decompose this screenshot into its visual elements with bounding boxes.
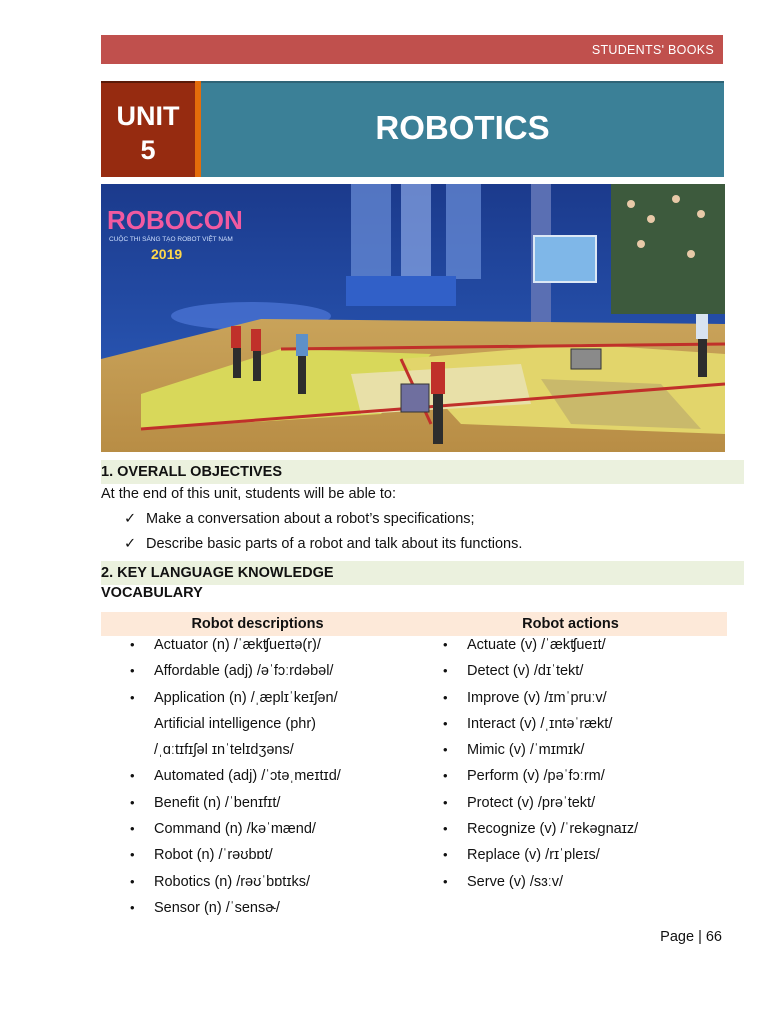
unit-label: UNIT (116, 101, 180, 131)
vocabulary-item (154, 711, 341, 737)
objective-item (124, 536, 522, 552)
vocabulary-text: Robot (n) /ˈrəʊbɒt/ (154, 847, 273, 864)
vocabulary-text: Serve (v) /sɜːv/ (467, 873, 564, 890)
vocabulary-text: Benefit (n) /ˈbenɪfɪt/ (154, 794, 281, 811)
bullet-icon: • (130, 821, 135, 837)
logo-text: ROBOCON (107, 205, 243, 235)
vocabulary-text: Command (n) /kəˈmænd/ (154, 821, 316, 838)
bullet-icon: • (443, 742, 448, 758)
bullet-icon: • (443, 794, 448, 810)
vocabulary-text: Artificial intelligence (phr) (154, 715, 316, 732)
bullet-icon: • (130, 899, 135, 915)
checkmark-icon: ✓ (124, 536, 137, 552)
header-bar (101, 35, 723, 64)
bullet-icon: • (130, 847, 135, 863)
vocabulary-text: Actuator (n) /ˈækʧueɪtə(r)/ (154, 637, 321, 653)
bullet-icon: • (443, 715, 448, 731)
bullet-icon: • (130, 794, 135, 810)
objectives-heading-bar (101, 460, 744, 484)
unit-badge (101, 81, 195, 177)
bullet-icon: • (443, 821, 448, 837)
vocabulary-item (130, 685, 341, 711)
knowledge-heading-bar (101, 561, 744, 585)
header-label: STUDENTS' BOOKS (591, 42, 714, 57)
objective-text: Describe basic parts of a robot and talk about its functions. (146, 536, 523, 552)
vocabulary-item (130, 895, 341, 921)
objective-item (124, 511, 475, 527)
vocabulary-item (154, 737, 341, 763)
vocabulary-text: /ˌɑːtɪfɪʃəl ɪnˈtelɪdʒəns/ (154, 742, 294, 759)
column-header-actions: Robot actions (522, 616, 619, 632)
vocabulary-text: Application (n) /ˌæplɪˈkeɪʃən/ (154, 689, 338, 706)
vocabulary-item (130, 658, 341, 684)
vocabulary-text: Detect (v) /dɪˈtekt/ (467, 663, 584, 680)
unit-title-banner (201, 81, 724, 177)
vocabulary-item (443, 790, 638, 816)
robocon-arena-photo (101, 184, 725, 452)
bullet-icon: • (130, 663, 135, 679)
bullet-icon: • (130, 873, 135, 889)
objectives-intro: At the end of this unit, students will be able to: (101, 486, 397, 502)
vocabulary-item (130, 842, 341, 868)
vocabulary-text: Improve (v) /ɪmˈpruːv/ (467, 689, 607, 706)
vocabulary-item (130, 869, 341, 895)
bullet-icon: • (443, 663, 448, 679)
bullet-icon: • (443, 637, 448, 652)
vocabulary-item (443, 658, 638, 684)
bullet-icon: • (443, 847, 448, 863)
bullet-icon: • (443, 873, 448, 889)
vocabulary-item (443, 737, 638, 763)
vocabulary-text: Affordable (adj) /əˈfɔːrdəbəl/ (154, 663, 334, 680)
column-header-descriptions: Robot descriptions (191, 616, 324, 632)
bullet-icon: • (130, 637, 135, 652)
descriptions-list (130, 632, 341, 921)
vocabulary-label: VOCABULARY (101, 585, 203, 601)
vocabulary-item (443, 711, 638, 737)
vocabulary-text: Perform (v) /pəˈfɔːrm/ (467, 768, 605, 785)
vocabulary-item (130, 816, 341, 842)
vocabulary-item (443, 685, 638, 711)
unit-number: 5 (140, 135, 156, 165)
bullet-icon: • (130, 689, 135, 705)
vocabulary-item (130, 763, 341, 789)
page-number: Page | 66 (660, 929, 722, 945)
logo-year: 2019 (151, 246, 183, 262)
bullet-icon: • (443, 689, 448, 705)
vocabulary-item (130, 632, 341, 658)
vocabulary-text: Actuate (v) /ˈækʧueɪt/ (467, 637, 606, 653)
vocabulary-text: Mimic (v) /ˈmɪmɪk/ (467, 742, 585, 759)
vocabulary-item (443, 816, 639, 842)
vocabulary-text: Interact (v) /ˌɪntəˈrækt/ (467, 715, 613, 732)
vocabulary-text: Sensor (n) /ˈsensɚ/ (154, 899, 280, 916)
vocabulary-item (443, 842, 638, 868)
knowledge-heading: 2. KEY LANGUAGE KNOWLEDGE (101, 565, 334, 581)
vocabulary-text: Automated (adj) /ˈɔtəˌmeɪtɪd/ (154, 768, 341, 785)
arena-illustration (101, 184, 725, 452)
vocabulary-item (443, 632, 638, 658)
vocabulary-text: Replace (v) /rɪˈpleɪs/ (467, 847, 600, 864)
vocabulary-item (130, 790, 341, 816)
logo-subtitle: CUỘC THI SÁNG TẠO ROBOT VIỆT NAM (109, 236, 233, 243)
objective-text: Make a conversation about a robot’s specifications; (146, 511, 475, 527)
checkmark-icon: ✓ (124, 511, 137, 527)
vocabulary-text: Robotics (n) /rəʊˈbɒtɪks/ (154, 873, 311, 890)
actions-list (443, 632, 639, 895)
vocabulary-item (443, 869, 638, 895)
page-title: ROBOTICS (375, 109, 550, 146)
vocabulary-text: Recognize (v) /ˈrekəgnaɪz/ (467, 821, 639, 838)
bullet-icon: • (130, 768, 135, 784)
vocabulary-item (443, 763, 638, 789)
bullet-icon: • (443, 768, 448, 784)
objectives-heading: 1. OVERALL OBJECTIVES (101, 464, 283, 480)
vocabulary-text: Protect (v) /prəˈtekt/ (467, 794, 596, 811)
